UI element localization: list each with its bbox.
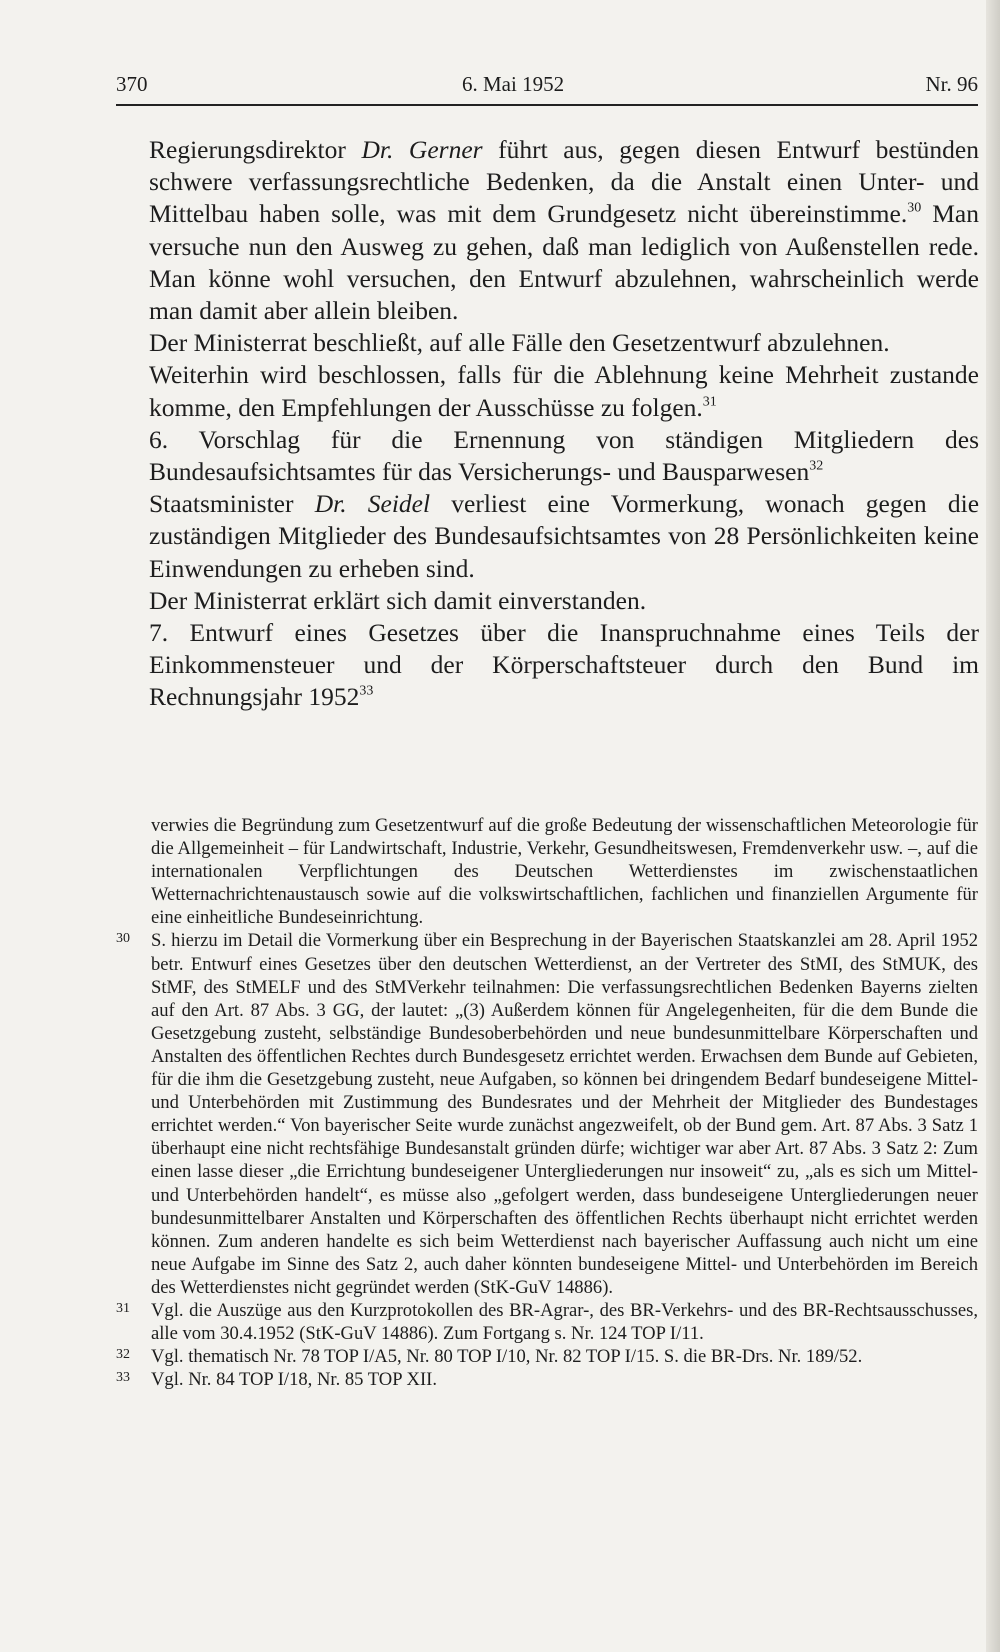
footnote-32: 32 Vgl. thematisch Nr. 78 TOP I/A5, Nr. 80 TOP I/10, Nr. 82 TOP I/15. S. die BR-Drs. Nr. 189/52.	[116, 1345, 978, 1368]
main-text	[149, 134, 979, 714]
speaker-name: Dr. Gerner	[361, 135, 483, 164]
footnote-30: 30 S. hierzu im Detail die Vormerkung über ein Besprechung in der Bayerischen Staatskanzlei am 28. April 1952 betr. Entwurf eines Gesetzes über den deutschen Wetterdienst, an der Vertreter des StMI, des StMUK, des StMF, des StMELF und des StMVerkehr teilnahmen: Die verfassungsrechtlichen Bedenken Bayerns zielten auf den Art. 87 Abs. 3 GG, der lautet: „(3) Außerdem können für Angelegenheiten, für die dem Bunde die Gesetzgebung zusteht, selbständige Bundesoberbehörden und neue bundesunmittelbare Körperschaften und Anstalten des öffentlichen Rechtes durch Bundesgesetz errichtet werden. Erwachsen dem Bunde auf Gebieten, für die ihm die Gesetzgebung zusteht, neue Aufgaben, so können bei dringendem Bedarf bundeseigene Mittel- und Unterbehörden mit Zustimmung des Bundesrates und der Mehrheit der Mitglieder des Bundestages errichtet werden.“ Von bayerischer Seite wurde zunächst angezweifelt, ob der Bund gem. Art. 87 Abs. 3 Satz 1 überhaupt eine nicht rechtsfähige Bundesanstalt gründen dürfe; wichtiger war aber Art. 87 Abs. 3 Satz 2: Zum einen lasse dieser „die Errichtung bundeseigener Untergliederungen nur insoweit“ zu, „als es sich um Mittel- und Unterbehörden handelt“, es müsse also „gefolgert werden, dass bundeseigene Untergliederungen neuer bundesunmittelbarer Anstalten und Körperschaften des öffentlichen Rechts überhaupt nicht errichtet werden können. Zum anderen handelte es sich beim Wetterdienst nach bayerischer Auffassung auch nicht um eine neue Aufgabe im Sinne des Satz 2, auch daher könnten bundeseigene Mittel- und Unterbehörden im Bereich des Wetterdienstes nicht gegründet werden (StK-GuV 14886).	[116, 929, 978, 1299]
footnote-number: 32	[116, 1347, 130, 1363]
footnotes-section	[116, 814, 978, 1391]
footnote-ref[interactable]: 32	[809, 458, 824, 474]
footnote-ref[interactable]: 31	[702, 394, 717, 410]
footnote-ref[interactable]: 30	[907, 200, 922, 216]
footnote-31: 31 Vgl. die Auszüge aus den Kurzprotokollen des BR-Agrar-, des BR-Verkehrs- und des BR-Rechtsausschusses, alle vom 30.4.1952 (StK-GuV 14886). Zum Fortgang s. Nr. 124 TOP I/11.	[116, 1299, 978, 1345]
paragraph-seidel: Staatsminister Dr. Seidel verliest eine Vormerkung, wonach gegen die zuständigen Mitglieder des Bundesaufsichtsamtes von 28 Persönlichkeiten keine Einwendungen zu erheben sind.	[149, 489, 980, 583]
header-date: 6. Mai 1952	[462, 72, 565, 96]
speaker-name: Dr. Seidel	[314, 489, 431, 519]
footnote-33: 33 Vgl. Nr. 84 TOP I/18, Nr. 85 TOP XII.	[116, 1368, 978, 1391]
footnote-ref[interactable]: 33	[359, 683, 374, 699]
running-header	[116, 70, 978, 106]
footnote-number: 30	[116, 931, 130, 947]
paragraph-further-decision: Weiterhin wird beschlossen, falls für die Ablehnung keine Mehrheit zustande komme, den Empfehlungen der Ausschüsse zu folgen.$^{31}$	[149, 360, 979, 422]
agenda-item-7: 7. Entwurf eines Gesetzes über die Inanspruchnahme eines Teils der Einkommensteuer und der Körperschaftsteuer durch den Bund im Rechnungsjahr 1952$^{33}$	[149, 618, 979, 712]
page-number: 370	[116, 72, 148, 96]
header-issue-number: Nr. 96	[925, 72, 978, 96]
paragraph-gerner: Regierungsdirektor Dr. Gerner führt aus, gegen diesen Entwurf bestünden schwere verfassungsrechtliche Bedenken, da die Anstalt einen Unter- und Mittelbau haben solle, was mit dem Grundgesetz nicht übereinstimme.$^{30}$ Man versuche nun den Ausweg zu gehen, daß man lediglich von Außenstellen rede. Man könne wohl versuchen, den Entwurf abzulehnen, wahrscheinlich werde man damit aber allein bleiben.	[149, 135, 979, 326]
footnote-number: 33	[116, 1370, 130, 1386]
agenda-item-6: 6. Vorschlag für die Ernennung von ständigen Mitgliedern des Bundesaufsichtsamtes für das Versicherungs- und Bausparwesen$^{32}$	[149, 424, 979, 487]
paragraph-decision: Der Ministerrat beschließt, auf alle Fälle den Gesetzentwurf abzulehnen.	[149, 328, 890, 358]
footnote-continuation: verwies die Begründung zum Gesetzentwurf auf die große Bedeutung der wissenschaftlichen Meteorologie für die Allgemeinheit – für Landwirtschaft, Industrie, Verkehr, Gesundheitswesen, Fremdenverkehr usw. –, auf die internationalen Verpflichtungen des Deutschen Wetterdienstes im zwischenstaatlichen Wetternachrichtenaustausch sowie auf die volkswirtschaftlichen, fachlichen und finanziellen Argumente für eine einheitliche Bundeseinrichtung.	[151, 815, 978, 929]
page-edge-shadow	[986, 0, 1000, 1652]
footnote-number: 31	[116, 1300, 130, 1316]
paragraph-agreement: Der Ministerrat erklärt sich damit einverstanden.	[149, 585, 647, 615]
